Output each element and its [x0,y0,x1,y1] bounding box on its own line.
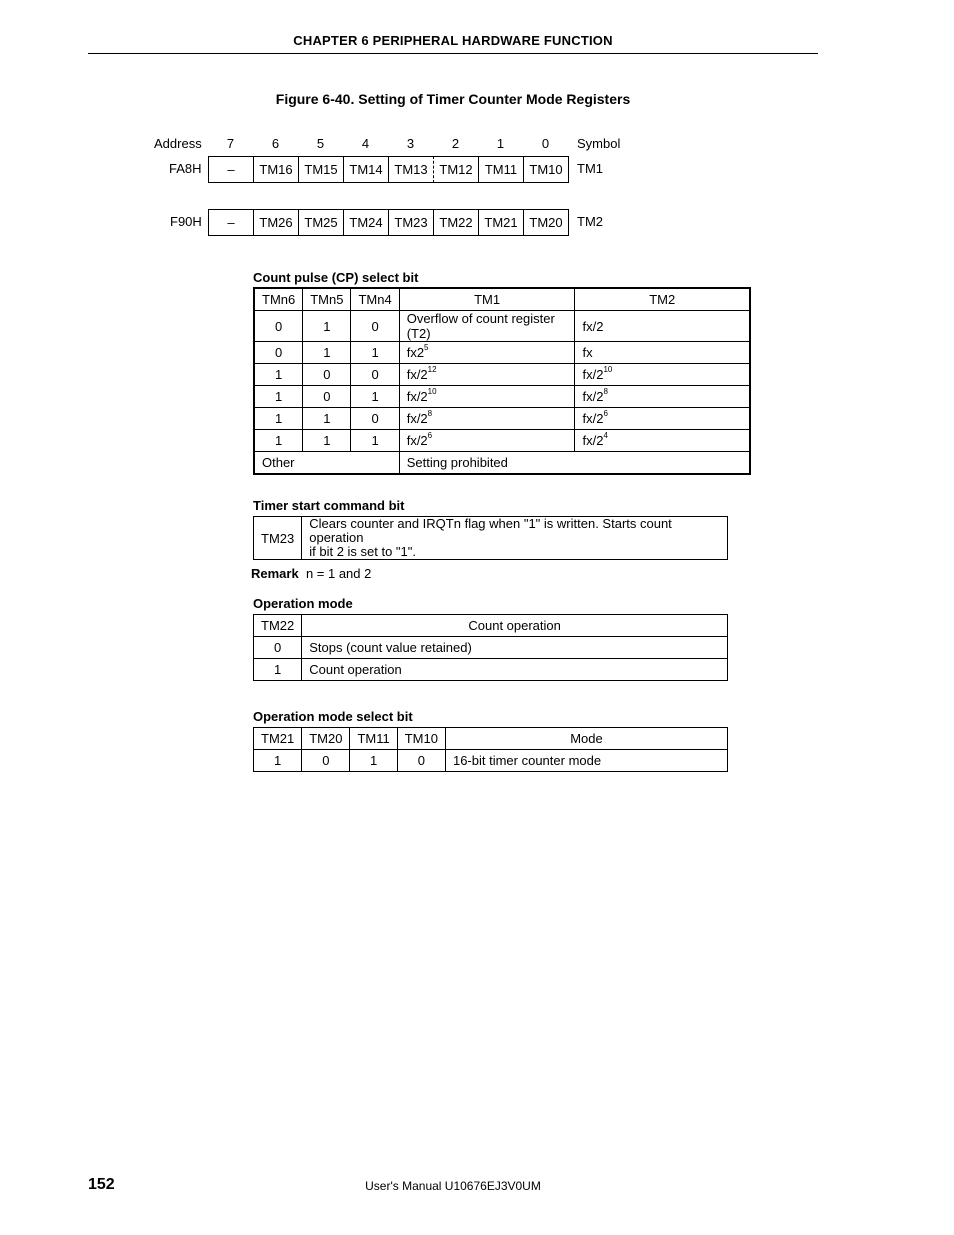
table-cell: 0 [254,311,303,342]
column-header: TMn6 [254,288,303,311]
table-row [254,408,750,430]
table-cell: 1 [254,430,303,452]
table-cell: 0 [302,750,350,772]
clock-base: fx/2 [406,433,428,448]
clock-base: fx/2 [582,389,604,404]
register-address-tm1: FA8H [169,161,202,176]
table-row [254,637,728,659]
table-cell: 1 [351,342,399,364]
table-cell: 1 [254,364,303,386]
column-header: Count operation [302,615,728,637]
table-cell: 1 [351,430,399,452]
clock-base: fx/2 [406,367,428,382]
register-symbol-tm2: TM2 [577,214,603,229]
table-header-row [254,728,728,750]
column-header: TM22 [254,615,302,637]
table-cell: 1 [350,750,397,772]
register-bit: TM11 [479,157,524,182]
register-bit: TM24 [344,210,389,235]
table-row [254,430,750,452]
register-bit: TM22 [434,210,479,235]
register-bit: TM21 [479,210,524,235]
clock-exponent: 10 [427,387,437,396]
description-line: Clears counter and IRQTn flag when "1" is written. Starts count operation [309,516,672,545]
other-value-cell: Setting prohibited [399,452,750,475]
table-row [254,311,750,342]
remark-label: Remark [251,566,299,581]
tm2-clock-cell [575,342,750,364]
tm1-clock-cell [399,342,575,364]
column-header: TMn5 [303,288,351,311]
bit-number: 6 [271,136,280,151]
table-row [254,342,750,364]
table-cell: 1 [254,659,302,681]
table-row [254,452,750,475]
tm2-clock-cell [575,364,750,386]
count-pulse-table [253,287,751,475]
table-cell: 1 [254,386,303,408]
tm2-clock-cell [575,311,750,342]
clock-base: fx [582,345,593,360]
header-rule [88,53,818,54]
timer-start-table [253,516,728,560]
register-symbol-tm1: TM1 [577,161,603,176]
column-header: TMn4 [351,288,399,311]
clock-base: fx2 [406,345,425,360]
register-bit: – [209,210,254,235]
tm1-clock-cell [399,386,575,408]
symbol-label: Symbol [577,136,621,151]
tm2-clock-cell [575,430,750,452]
table-cell: 1 [254,750,302,772]
table-cell: 0 [351,311,399,342]
bit-number: 5 [316,136,325,151]
register-bit-unused: TM12 [434,156,479,183]
tm2-clock-cell [575,408,750,430]
remark [251,566,371,581]
table-row [254,517,728,560]
register-bit: TM25 [299,210,344,235]
bit-number: 3 [406,136,415,151]
table-row [254,750,728,772]
register-tm2 [208,209,569,236]
table-row [254,659,728,681]
table-cell: 1 [303,408,351,430]
column-header: TM10 [397,728,445,750]
table-header-row [254,288,750,311]
column-header: TM21 [254,728,302,750]
register-bit: TM14 [344,157,389,182]
clock-base: fx/2 [406,389,428,404]
operation-mode-title: Operation mode [253,596,353,611]
register-tm1 [208,156,569,183]
other-label-cell: Other [254,452,399,475]
mode-select-table [253,727,728,772]
clock-base: fx/2 [582,367,604,382]
table-cell: 16-bit timer counter mode [445,750,727,772]
bit-number-row [208,136,568,151]
register-bit-unused: TM13 [389,156,434,183]
bit-number: 7 [226,136,235,151]
bit-number: 0 [541,136,550,151]
timer-start-title: Timer start command bit [253,498,405,513]
clock-base: fx/2 [582,318,604,334]
register-bit: – [209,157,254,182]
address-label: Address [154,136,202,151]
clock-exponent: 4 [603,431,608,440]
table-cell: 1 [303,311,351,342]
clock-base: fx/2 [582,433,604,448]
bit-number: 1 [496,136,505,151]
tm1-clock-cell [399,364,575,386]
page-number: 152 [88,1176,115,1193]
table-cell: 0 [303,386,351,408]
table-cell: 1 [303,342,351,364]
clock-base: fx/2 [582,411,604,426]
table-row [254,386,750,408]
clock-exponent: 6 [603,409,608,418]
clock-exponent: 8 [427,409,433,418]
description-line: if bit 2 is set to "1". [309,544,417,559]
description-cell [302,517,728,560]
column-header: TM11 [350,728,397,750]
register-address-tm2: F90H [170,214,202,229]
clock-exponent: 5 [424,343,429,352]
table-cell: Stops (count value retained) [302,637,728,659]
remark-text: n = 1 and 2 [305,566,372,581]
register-bit: TM16 [254,157,299,182]
tm1-clock-cell [399,408,575,430]
table-cell: Count operation [302,659,728,681]
tm1-clock-cell [399,430,575,452]
register-bit: TM10 [529,162,563,177]
figure-title: Figure 6-40. Setting of Timer Counter Mode Registers [275,91,631,107]
table-cell: 0 [303,364,351,386]
column-header: TM20 [302,728,350,750]
table-cell: 0 [397,750,445,772]
register-bit: TM23 [389,210,434,235]
tm2-clock-cell [575,386,750,408]
count-pulse-title: Count pulse (CP) select bit [253,270,419,285]
column-header: TM1 [399,288,575,311]
register-bit: TM20 [529,215,563,230]
table-header-row [254,615,728,637]
clock-exponent: 10 [603,365,613,374]
register-bit: TM15 [299,157,344,182]
table-cell: 1 [254,408,303,430]
clock-exponent: 12 [427,365,437,374]
table-cell: 1 [303,430,351,452]
register-bit: TM26 [254,210,299,235]
tm1-clock-cell [399,311,575,342]
chapter-header: CHAPTER 6 PERIPHERAL HARDWARE FUNCTION [293,33,613,48]
table-row [254,364,750,386]
column-header: TM2 [575,288,750,311]
table-cell: TM23 [254,517,302,560]
clock-base: fx/2 [406,411,428,426]
clock-exponent: 8 [603,387,608,396]
table-cell: 1 [351,386,399,408]
table-cell: 0 [254,637,302,659]
mode-select-title: Operation mode select bit [253,709,413,724]
bit-number: 2 [451,136,460,151]
table-cell: 0 [351,364,399,386]
column-header: Mode [445,728,727,750]
clock-exponent: 6 [427,431,433,440]
operation-mode-table [253,614,728,681]
table-cell: 0 [351,408,399,430]
footer-manual: User's Manual U10676EJ3V0UM [365,1179,541,1193]
clock-base: Overflow of count register (T2) [406,311,555,341]
bit-number: 4 [361,136,370,151]
table-cell: 0 [254,342,303,364]
